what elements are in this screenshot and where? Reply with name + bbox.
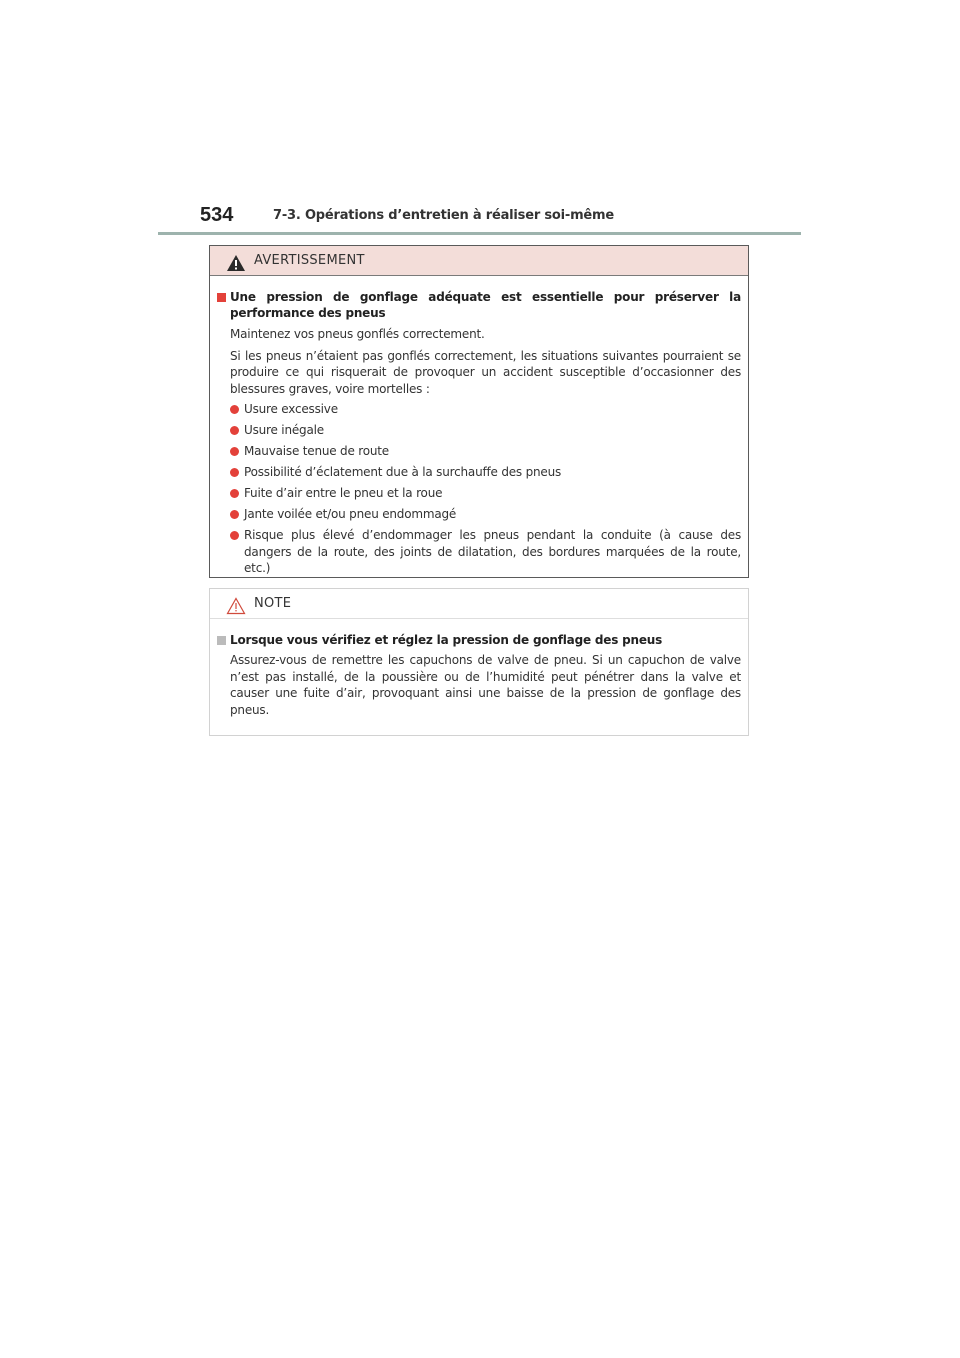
warning-heading-text: Une pression de gonflage adéquate est essentielle pour préserver la performance des pneus — [230, 290, 741, 320]
note-box-header — [210, 589, 748, 619]
warning-paragraph-2: Si les pneus n’étaient pas gonflés correctement, les situations suivantes pourraient se produire ce qui risquerait de provoquer un accident susceptible d’occasionner des blessures graves, voire mortelles : — [230, 348, 741, 396]
note-title: NOTE — [254, 596, 292, 611]
warning-title: AVERTISSEMENT — [254, 253, 365, 268]
warning-triangle-icon — [226, 254, 246, 276]
bullet-dot-icon — [230, 426, 239, 435]
bullet-dot-icon — [230, 510, 239, 519]
square-bullet-icon — [217, 293, 226, 302]
list-item: Usure excessive — [230, 401, 741, 418]
list-item: Jante voilée et/ou pneu endommagé — [230, 506, 741, 523]
warning-paragraph-1: Maintenez vos pneus gonflés correctement. — [230, 327, 485, 341]
bullet-dot-icon — [230, 468, 239, 477]
page-header — [200, 204, 800, 228]
list-item: Fuite d’air entre le pneu et la roue — [230, 485, 741, 502]
bullet-dot-icon — [230, 531, 239, 540]
list-item: Possibilité d’éclatement due à la surchauffe des pneus — [230, 464, 741, 481]
warning-box — [209, 245, 749, 578]
warning-body — [210, 276, 748, 577]
note-paragraph: Assurez-vous de remettre les capuchons de valve de pneu. Si un capuchon de valve n’est pas installé, de la poussière ou de l’humidité peut pénétrer dans la valve et causer une fuite d’air, provoquant ainsi une baisse de la pression de gonflage des pneus. — [230, 653, 741, 717]
bullet-dot-icon — [230, 489, 239, 498]
note-box — [209, 588, 749, 736]
list-item: Mauvaise tenue de route — [230, 443, 741, 460]
bullet-dot-icon — [230, 405, 239, 414]
page-number: 534 — [200, 204, 234, 226]
section-title: 7-3. Opérations d’entretien à réaliser soi-même — [273, 208, 615, 223]
caution-triangle-icon — [226, 597, 246, 619]
list-item: Usure inégale — [230, 422, 741, 439]
square-bullet-icon — [217, 636, 226, 645]
header-rule — [158, 232, 801, 235]
note-heading — [217, 632, 741, 648]
list-item: Risque plus élevé d’endommager les pneus pendant la conduite (à cause des dangers de la route, des joints de dilatation, des bordures marquées de la route, etc.) — [230, 527, 741, 577]
note-body — [210, 619, 748, 718]
bullet-dot-icon — [230, 447, 239, 456]
warning-box-header — [210, 246, 748, 276]
warning-heading — [217, 289, 741, 321]
note-heading-text: Lorsque vous vérifiez et réglez la pression de gonflage des pneus — [230, 633, 663, 647]
warning-bullet-list — [230, 401, 741, 577]
